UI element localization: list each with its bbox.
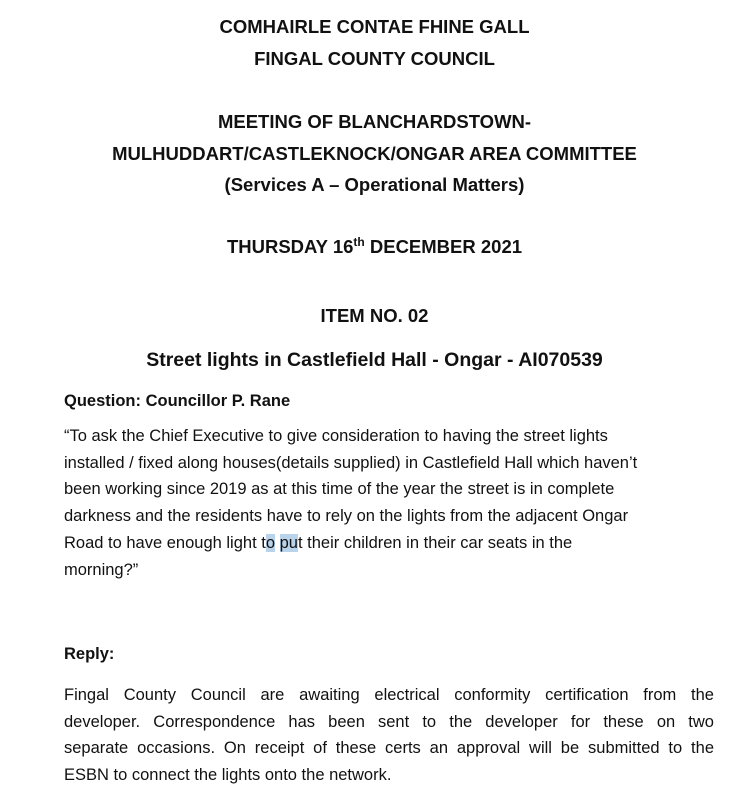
reply-text <box>64 682 724 789</box>
reply-label: Reply: <box>64 645 115 663</box>
date-day: THURSDAY 16 <box>226 236 354 257</box>
date-ordinal: th <box>353 234 365 249</box>
reply-line: Fingal County Council are awaiting electrical conformity certification from the <box>64 686 714 704</box>
question-line-5-start: Road to have enough light t <box>64 533 266 552</box>
council-header <box>0 11 749 74</box>
item-number: ITEM NO. 02 <box>320 305 429 326</box>
meeting-line-1: MEETING OF BLANCHARDSTOWN- <box>217 111 532 132</box>
question-line <box>64 530 724 557</box>
question-line-5-space <box>275 534 280 552</box>
question-text <box>64 423 724 583</box>
question-line: installed / fixed along houses(details supplied) in Castlefield Hall which haven’t <box>64 453 638 472</box>
reply-line: separate occasions. On receipt of these certs an approval will be submitted to the <box>64 739 714 758</box>
item-title: Street lights in Castlefield Hall - Ongar - AI070539 <box>146 349 603 371</box>
question-label: Question: Councillor P. Rane <box>64 392 291 410</box>
meeting-date <box>0 233 749 261</box>
question-line: “To ask the Chief Executive to give consideration to having the street lights <box>64 427 608 445</box>
question-line: darkness and the residents have to rely on the lights from the adjacent Ongar <box>64 507 629 526</box>
text-selection-highlight: pu <box>279 533 298 552</box>
text-selection-highlight: o <box>265 533 276 552</box>
meeting-line-3: (Services A – Operational Matters) <box>224 174 525 195</box>
reply-line: ESBN to connect the lights onto the network. <box>64 766 392 785</box>
council-irish-name: COMHAIRLE CONTAE FHINE GALL <box>219 16 530 37</box>
question-line-5-end: t their children in their car seats in the <box>297 533 573 552</box>
council-english-name: FINGAL COUNTY COUNCIL <box>254 47 495 69</box>
date-rest: DECEMBER 2021 <box>364 236 523 257</box>
meeting-line-2: MULHUDDART/CASTLEKNOCK/ONGAR AREA COMMITTEE <box>112 142 637 164</box>
meeting-heading <box>0 106 749 201</box>
question-line: morning?” <box>64 560 139 579</box>
question-line: been working since 2019 as at this time of the year the street is in complete <box>64 480 615 499</box>
reply-line: developer. Correspondence has been sent to the developer for these on two <box>64 712 714 731</box>
